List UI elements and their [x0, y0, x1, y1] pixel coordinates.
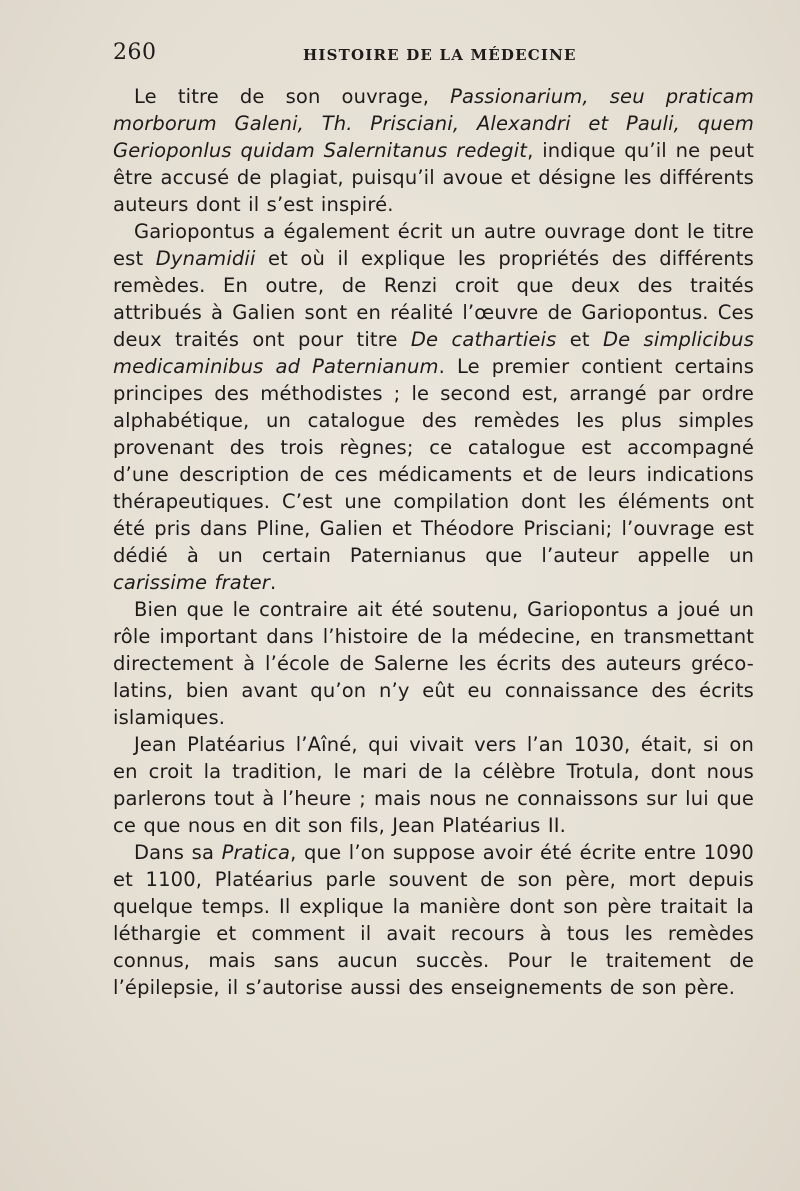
text-run: , indique qu’il ne peut être accusé de plagiat, puisqu’il avoue et désigne les différents auteurs dont il s’est inspiré. — [113, 139, 754, 216]
paragraph — [113, 83, 754, 218]
italic-title: Pratica — [221, 841, 291, 864]
paragraph — [113, 731, 754, 839]
running-head: HISTOIRE DE LA MÉDECINE — [303, 46, 577, 64]
text-run: . — [269, 571, 277, 594]
text-run: Dans sa — [134, 841, 222, 864]
text-run: Jean Platéarius l’Aîné, qui vivait vers l’an 1030, était, si on en croit la tradition, le mari de la célèbre Trotula, dont nous parlerons tout à l’heure ; mais nous ne connaissons sur lui que ce que nous en dit son fils, Jean Platéarius II. — [113, 733, 754, 837]
page-number: 260 — [113, 40, 157, 65]
page-header — [113, 40, 753, 70]
text-run: , que l’on suppose avoir été écrite entre 1090 et 1100, Platéarius parle souvent de son père, mort depuis quelque temps. Il explique la manière dont son père traitait la léthargie et comment il avait recours à tous les remèdes connus, mais sans aucun succès. Pour le traitement de l’épilepsie, il s’autorise aussi des enseignements de son père. — [113, 841, 754, 999]
body-text — [113, 83, 754, 1001]
italic-title: Dynamidii — [155, 247, 256, 270]
paragraph — [113, 218, 754, 596]
paragraph — [113, 596, 754, 731]
text-run: et où il explique les propriétés des différents remèdes. En outre, de Renzi croit que deux des traités attribués à Galien sont en réalité l’œuvre de Gariopontus. Ces deux traités ont pour titre — [113, 247, 754, 351]
text-run: Le titre de son ouvrage, — [134, 85, 451, 108]
text-run: . Le premier contient certains principes des méthodistes ; le second est, arrangé par ordre alphabétique, un catalogue des remèdes les plus simples provenant des trois règnes; ce catalogue est accompagné d’une description de ces médicaments et de leurs indications thérapeutiques. C’est une compilation dont les éléments ont été pris dans Pline, Galien et Théodore Prisciani; l’ouvrage est dédié à un certain Paternianus que l’auteur appelle un — [113, 355, 754, 567]
italic-title: De cathartieis — [410, 328, 557, 351]
text-run: Bien que le contraire ait été soutenu, Gariopontus a joué un rôle important dans l’histoire de la médecine, en transmettant directement à l’école de Salerne les écrits des auteurs gréco-latins, bien avant qu’on n’y eût eu connaissance des écrits islamiques. — [113, 598, 754, 729]
text-run: et — [556, 328, 603, 351]
paragraph — [113, 839, 754, 1001]
italic-phrase: carissime frater — [113, 571, 270, 594]
text-run: Gariopontus a également écrit un autre ouvrage dont le titre est — [113, 220, 754, 270]
italic-title: Passionarium, seu praticam morborum Galeni, Th. Prisciani, Alexandri et Pauli, quem Gerioponlus quidam Salernitanus redegit — [113, 85, 755, 162]
italic-title: De simplicibus medicaminibus ad Paternianum — [113, 328, 755, 378]
